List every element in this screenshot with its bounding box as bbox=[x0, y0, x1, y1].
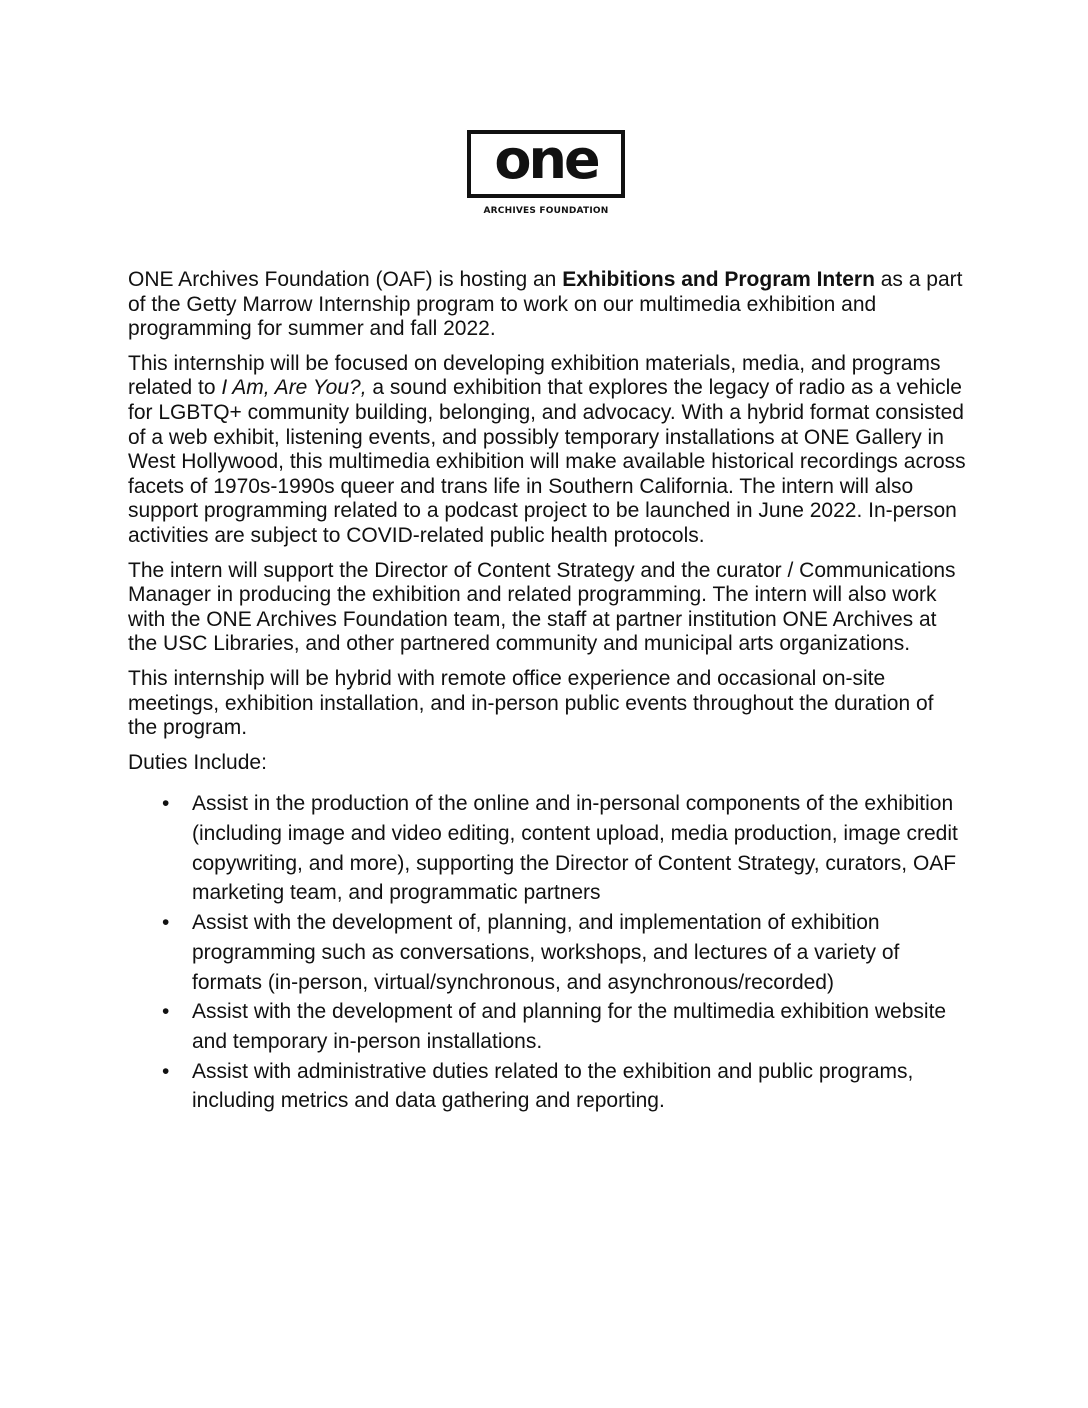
duty-text: Assist with the development of, planning, and implementation of exhibition programming such as conversations, workshops, and lectures of a variety of formats (in-person, virtual/synchronous, and asynchronous/recorded) bbox=[192, 911, 900, 994]
duties-heading: Duties Include: bbox=[128, 750, 267, 774]
bullet-icon: • bbox=[162, 911, 170, 935]
document-body bbox=[128, 268, 968, 1116]
duty-text: Assist in the production of the online and in-personal components of the exhibition (including image and video editing, content upload, media production, image credit copywriting, and more), supporting the Director of Content Strategy, curators, OAF marketing team, and programmatic partners bbox=[192, 792, 958, 905]
duty-text: Assist with the development of and planning for the multimedia exhibition website and temporary in-person installations. bbox=[192, 1000, 947, 1053]
focus-text-start: This internship will be focused on developing exhibition materials, media, and programs related to bbox=[128, 351, 941, 400]
bullet-icon: • bbox=[162, 792, 170, 816]
position-title: Exhibitions and Program Intern bbox=[562, 268, 875, 291]
list-item bbox=[128, 997, 968, 1056]
duties-list bbox=[128, 789, 968, 1116]
intro-text-end: as a part of the Getty Marrow Internship program to work on our multimedia exhibition and programming for summer and fall 2022. bbox=[128, 268, 963, 341]
list-item bbox=[128, 1057, 968, 1116]
list-item bbox=[128, 789, 968, 908]
intro-text-start: ONE Archives Foundation (OAF) is hosting an bbox=[128, 268, 563, 291]
bullet-icon: • bbox=[162, 1059, 170, 1083]
intro-paragraph bbox=[128, 268, 968, 342]
focus-paragraph bbox=[128, 352, 968, 549]
logo-subtitle: ARCHIVES FOUNDATION bbox=[483, 206, 609, 216]
list-item bbox=[128, 908, 968, 997]
duty-text: Assist with administrative duties related to the exhibition and public programs, including metrics and data gathering and reporting. bbox=[192, 1059, 914, 1113]
hybrid-paragraph: This internship will be hybrid with remote office experience and occasional on-site meetings, exhibition installation, and in-person public events throughout the duration of the program. bbox=[128, 666, 934, 740]
logo-box bbox=[467, 130, 625, 198]
exhibition-title: I Am, Are You?, bbox=[221, 376, 367, 400]
focus-text-end: a sound exhibition that explores the legacy of radio as a vehicle for LGBTQ+ community building, belonging, and advocacy. With a hybrid format consisted of a web exhibit, listening events, and possibly temporary installations at ONE Gallery in West Hollywood, this multimedia exhibition will make available historical recordings across facets of 1970s-1990s queer and trans life in Southern California. The intern will also support programming related to a podcast project to be launched in June 2022. In-person activities are subject to COVID-related public health protocols. bbox=[128, 376, 966, 547]
support-paragraph: The intern will support the Director of Content Strategy and the curator / Communications Manager in producing the exhibition and related programming. The intern will also work with the ONE Archives Foundation team, the staff at partner institution ONE Archives at the USC Libraries, and other partnered community and municipal arts organizations. bbox=[128, 558, 956, 656]
bullet-icon: • bbox=[162, 1000, 170, 1024]
organization-logo bbox=[467, 130, 625, 216]
logo-word: one bbox=[494, 128, 598, 191]
